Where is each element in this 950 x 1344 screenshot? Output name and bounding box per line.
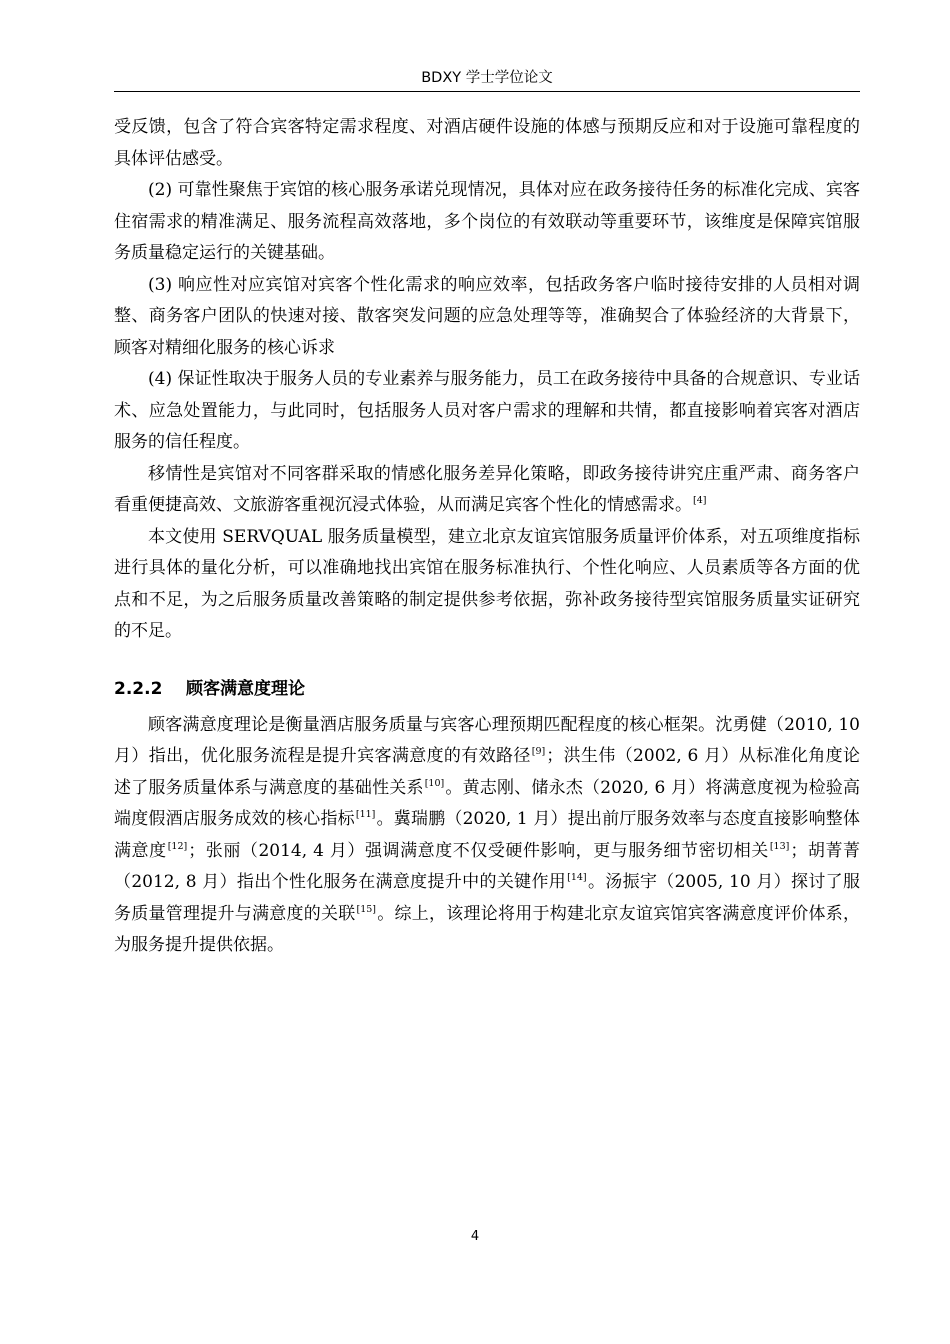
citation-14: [14]: [567, 872, 587, 883]
section-title: 顾客满意度理论: [186, 678, 305, 699]
satisfaction-text-8: 。综上，该理论将用于构建北京友谊宾馆宾客满意度评价体系，为服务提升提供依据。: [114, 903, 861, 955]
citation-13: [13]: [769, 840, 790, 852]
paragraph-assurance: (4) 保证性取决于服务人员的专业素养与服务能力，员工在政务接待中具备的合规意识、专业话术、应急处置能力，与此同时，包括服务人员对客户需求的理解和共情，都直接影响着宾客对酒店服务的信任程度。: [114, 369, 860, 452]
paragraph-continuation: 受反馈，包含了符合宾客特定需求程度、对酒店硬件设施的体感与预期反应和对于设施可靠程度的具体评估感受。: [114, 117, 860, 169]
section-number: 2.2.2: [114, 678, 163, 699]
citation-4: [4]: [693, 495, 707, 506]
citation-10: [10]: [424, 777, 445, 789]
header-rule: [114, 91, 860, 92]
satisfaction-text-7: 。汤振宇（2005, 10 月）探讨了服务质量管理提升与满意度的关联: [114, 872, 860, 924]
citation-15: [15]: [356, 903, 377, 915]
satisfaction-text-3: 。黄志刚、储永杰（2020, 6 月）将满意度视为检验高端度假酒店服务成效的核心指标: [114, 777, 860, 829]
page-header: BDXY 学士学位论文: [421, 70, 553, 86]
paragraph-reliability: (2) 可靠性聚焦于宾馆的核心服务承诺兑现情况，具体对应在政务接待任务的标准化完成、宾客住宿需求的精准满足、服务流程高效落地，多个岗位的有效联动等重要环节，该维度是保障宾馆服务质量稳定运行的关键基础。: [114, 180, 860, 263]
paragraph-responsiveness: (3) 响应性对应宾馆对宾客个性化需求的响应效率，包括政务客户临时接待安排的人员相对调整、商务客户团队的快速对接、散客突发问题的应急处理等等，准确契合了体验经济的大背景下，顾客对精细化服务的核心诉求: [114, 274, 860, 358]
citation-12: [12]: [167, 840, 188, 852]
paragraph-empathy: [114, 459, 860, 522]
satisfaction-text-6: ；胡菁菁（2012, 8 月）指出个性化服务在满意度提升中的关键作用: [114, 840, 861, 892]
citation-11: [11]: [355, 809, 376, 820]
paragraph-servqual: 本文使用 SERVQUAL 服务质量模型，建立北京友谊宾馆服务质量评价体系，对五项维度指标进行具体的量化分析，可以准确地找出宾馆在服务标准执行、个性化响应、人员素质等各方面的优点和不足，为之后服务质量改善策略的制定提供参考依据，弥补政务接待型宾馆服务质量实证研究的不足。: [114, 526, 860, 641]
page-number: 4: [470, 1229, 480, 1244]
satisfaction-text-4: 。冀瑞鹏（2020, 1 月）提出前厅服务效率与态度直接影响整体满意度: [114, 809, 861, 861]
section-heading: [114, 672, 860, 706]
satisfaction-text-1: 顾客满意度理论是衡量酒店服务质量与宾客心理预期匹配程度的核心框架。沈勇健（2010, 10 月）指出，优化服务流程是提升宾客满意度的有效路径: [114, 714, 860, 766]
page-body: [114, 112, 860, 962]
paragraph-empathy-text: 移情性是宾馆对不同客群采取的情感化服务差异化策略，即政务接待讲究庄重严肃、商务客户看重便捷高效、文旅游客重视沉浸式体验，从而满足宾客个性化的情感需求。: [114, 463, 860, 515]
paragraph-satisfaction-theory: [114, 710, 860, 962]
citation-9: [9]: [531, 746, 546, 757]
satisfaction-text-2: ；洪生伟（2002, 6 月）从标准化角度论述了服务质量体系与满意度的基础性关系: [114, 746, 860, 798]
satisfaction-text-5: ；张丽（2014, 4 月）强调满意度不仅受硬件影响，更与服务细节密切相关: [188, 840, 769, 861]
